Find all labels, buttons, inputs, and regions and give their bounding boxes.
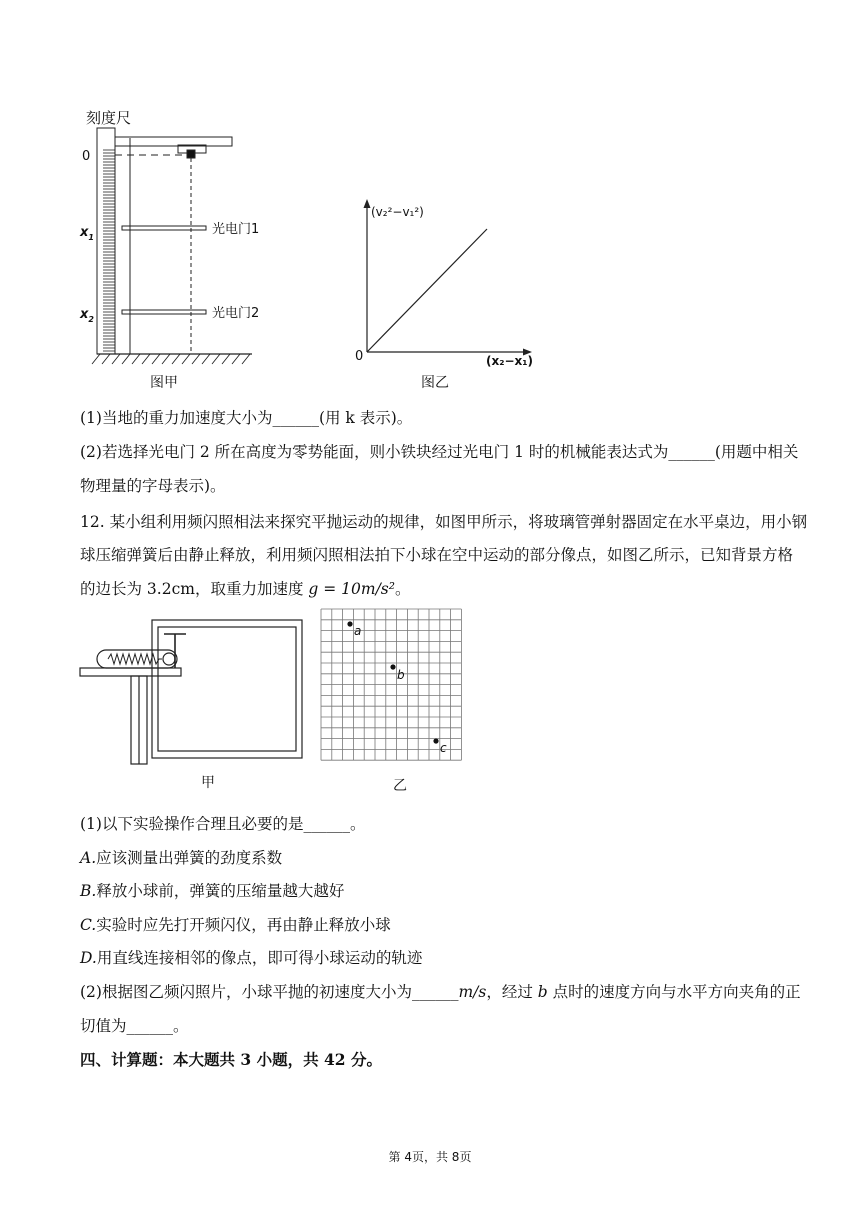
option-a-letter: A.	[80, 849, 97, 867]
q12-line3	[80, 577, 410, 599]
caption-jia-top: 图甲	[150, 375, 178, 391]
figure-graph	[355, 199, 533, 391]
label-x2: x	[80, 307, 89, 322]
figure-grid	[321, 609, 461, 794]
q12-line3-post: 。	[394, 580, 411, 598]
iron-block	[187, 150, 195, 158]
graph-ylabel: (v₂²−v₁²)	[371, 205, 424, 219]
svg-text:x1	[79, 225, 94, 242]
label-b: b	[397, 668, 405, 682]
q11-part1: (1)当地的重力加速度大小为______(用 k 表示)。	[80, 409, 413, 427]
label-zero: 0	[82, 149, 91, 164]
q12-sub2-line1	[80, 980, 801, 1002]
top-arm	[115, 137, 232, 146]
option-c	[80, 913, 391, 935]
label-a: a	[354, 624, 362, 638]
label-gate2: 光电门2	[212, 306, 260, 321]
photogate-1	[122, 226, 206, 230]
caption-jia-mid: 甲	[201, 775, 215, 791]
figure-middle	[0, 600, 860, 800]
option-a	[80, 846, 282, 868]
q12-line1: 12. 某小组利用频闪照相法来探究平抛运动的规律，如图甲所示，将玻璃管弹射器固定在水平桌边，用小钢	[80, 513, 808, 531]
graph-origin: 0	[355, 349, 364, 364]
q12-sub1: (1)以下实验操作合理且必要的是______。	[80, 815, 366, 833]
label-x1: x	[80, 225, 89, 240]
svg-text:x2	[79, 307, 94, 324]
option-d	[80, 946, 422, 968]
q12-sub2-b: b	[537, 983, 548, 1001]
label-gate1: 光电门1	[212, 222, 260, 237]
q12-sub2-mid: ，经过	[486, 983, 538, 1001]
spring	[108, 654, 162, 664]
point-b	[390, 664, 395, 669]
photogate-2	[122, 310, 206, 314]
q12-sub2-line2: 切值为______。	[80, 1017, 189, 1035]
point-a	[347, 621, 352, 626]
graph-line	[367, 229, 487, 352]
option-c-letter: C.	[80, 916, 97, 934]
q11-part2-line2: 物理量的字母表示)。	[80, 477, 226, 495]
label-x2-sub: 2	[88, 315, 94, 324]
label-x1-sub: 1	[88, 233, 94, 242]
q12-sub2-unit: m/s	[458, 983, 487, 1001]
ground-hatch	[92, 354, 250, 364]
q12-line3-pre: 的边长为 3.2cm，取重力加速度	[80, 580, 309, 598]
page-footer: 第 4页，共 8页	[388, 1150, 472, 1164]
q12-sub2-post: 点时的速度方向与水平方向夹角的正	[547, 983, 801, 1001]
q12-sub2-pre: (2)根据图乙频闪照片，小球平抛的初速度大小为______	[80, 983, 459, 1001]
q12-line2: 球压缩弹簧后由静止释放，利用频闪照相法拍下小球在空中运动的部分像点，如图乙所示，已知背景方格	[80, 546, 794, 564]
caption-yi-mid: 乙	[393, 778, 407, 794]
ruler-ticks	[103, 150, 115, 351]
option-d-text: 用直线连接相邻的像点，即可得小球运动的轨迹	[96, 949, 423, 967]
label-c: c	[440, 741, 447, 755]
option-c-text: 实验时应先打开频闪仪，再由静止释放小球	[96, 916, 391, 934]
point-c	[433, 738, 438, 743]
steel-ball	[163, 653, 175, 665]
q12-gravity-eq: g = 10m/s²	[308, 580, 395, 598]
option-b-letter: B.	[80, 882, 97, 900]
figure-top	[0, 0, 860, 400]
section-heading: 四、计算题：本大题共 3 小题，共 42 分。	[80, 1050, 382, 1069]
option-b	[80, 879, 344, 901]
option-d-letter: D.	[80, 949, 97, 967]
caption-yi-top: 图乙	[421, 375, 449, 391]
graph-xlabel: (x₂−x₁)	[486, 354, 534, 368]
ruler-label: 刻度尺	[86, 109, 132, 127]
option-a-text: 应该测量出弹簧的劲度系数	[96, 849, 283, 867]
q11-part2-line1: (2)若选择光电门 2 所在高度为零势能面，则小铁块经过光电门 1 时的机械能表达式为______(用题中相关	[80, 443, 799, 461]
figure-apparatus	[79, 109, 259, 391]
option-b-text: 释放小球前，弹簧的压缩量越大越好	[96, 882, 345, 900]
figure-launcher	[80, 620, 302, 791]
